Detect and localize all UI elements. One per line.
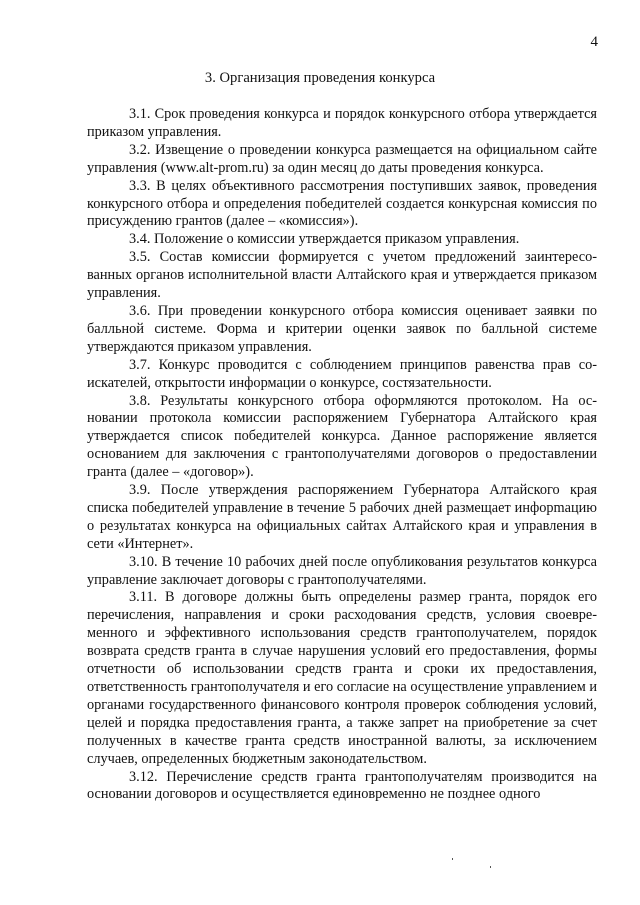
paragraph-3-7: 3.7. Конкурс проводится с соблюдением принципов равенства прав соискателей, открытости информации о конкурсе, состязательности. [87,356,597,391]
document-body [87,106,597,804]
page-number: 4 [590,34,598,50]
paragraph-3-10: 3.10. В течение 10 рабочих дней после опубликования результатов конкурса управление заключает договоры с грантополучателями. [87,553,597,588]
paragraph-3-8: 3.8. Результаты конкурсного отбора оформляются протоколом. На основании протокола комиссии распоряжением Губернатора Алтайского края утверждается список победителей конкурса. Данное распоряжение является основанием для заключения с грантополучателями договоров о предоставлении гранта (далее – «договор»). [87,392,597,481]
paragraph-3-1: 3.1. Срок проведения конкурса и порядок конкурсного отбора утверждается приказом управления. [87,106,597,140]
paragraph-3-9: 3.9. После утверждения распоряжением Губернатора Алтайского края списка победителей управление в течение 5 рабочих дней размещает инфорmацию о результатах конкурса на официальных сайтах Алтайского края и управления в сети «Интернет». [87,482,597,552]
scan-speck [490,866,491,868]
scan-speck [452,858,453,860]
paragraph-3-4: 3.4. Положение о комиссии утверждается приказом управления. [129,231,520,248]
section-title: 3. Организация проведения конкурса [204,70,436,86]
paragraph-3-12: 3.12. Перечисление средств гранта грантополучателям производится на основании договоров и осуществляется единовременно не позднее одного [87,768,597,803]
paragraph-3-6: 3.6. При проведении конкурсного отбора комиссия оценивает заявки по балльной системе. Форма и критерии оценки заявок по балльной системе утверждаются приказом управления. [87,302,597,355]
paragraph-3-11: 3.11. В договоре должны быть определены размер гранта, порядок его перечисления, направления и сроки расходования средств, условия своевременного и эффективного использования средств грантополучателем, порядок возврата средств гранта в случае нарушения условий его предоставления, формы отчетности об использовании средств гранта и сроки их предоставления, ответственность грантополучателя и его согласие на осуществление управлением и органами государственного финансового контроля проверок соблюдения условий, целей и порядка предоставления гранта, а также запрет на приобретение за счет полученных в качестве гранта средств иностранной валюты, за исключением случаев, определенных бюджетным законодательством. [87,589,597,767]
paragraph-3-2: 3.2. Извещение о проведении конкурса размещается на официальном сайте управления (www.alt-prom.ru) за один месяц до даты проведения конкурса. [87,141,597,176]
paragraph-3-3: 3.3. В целях объективного рассмотрения поступивших заявок, проведения конкурсного отбора и определения победителей создается конкурсная комиссия по присуждению грантов (далее – «комиссия»). [87,177,597,230]
paragraph-3-5: 3.5. Состав комиссии формируется с учетом предложений заинтересованных органов исполнительной власти Алтайского края и утверждается приказом управления. [87,249,597,302]
